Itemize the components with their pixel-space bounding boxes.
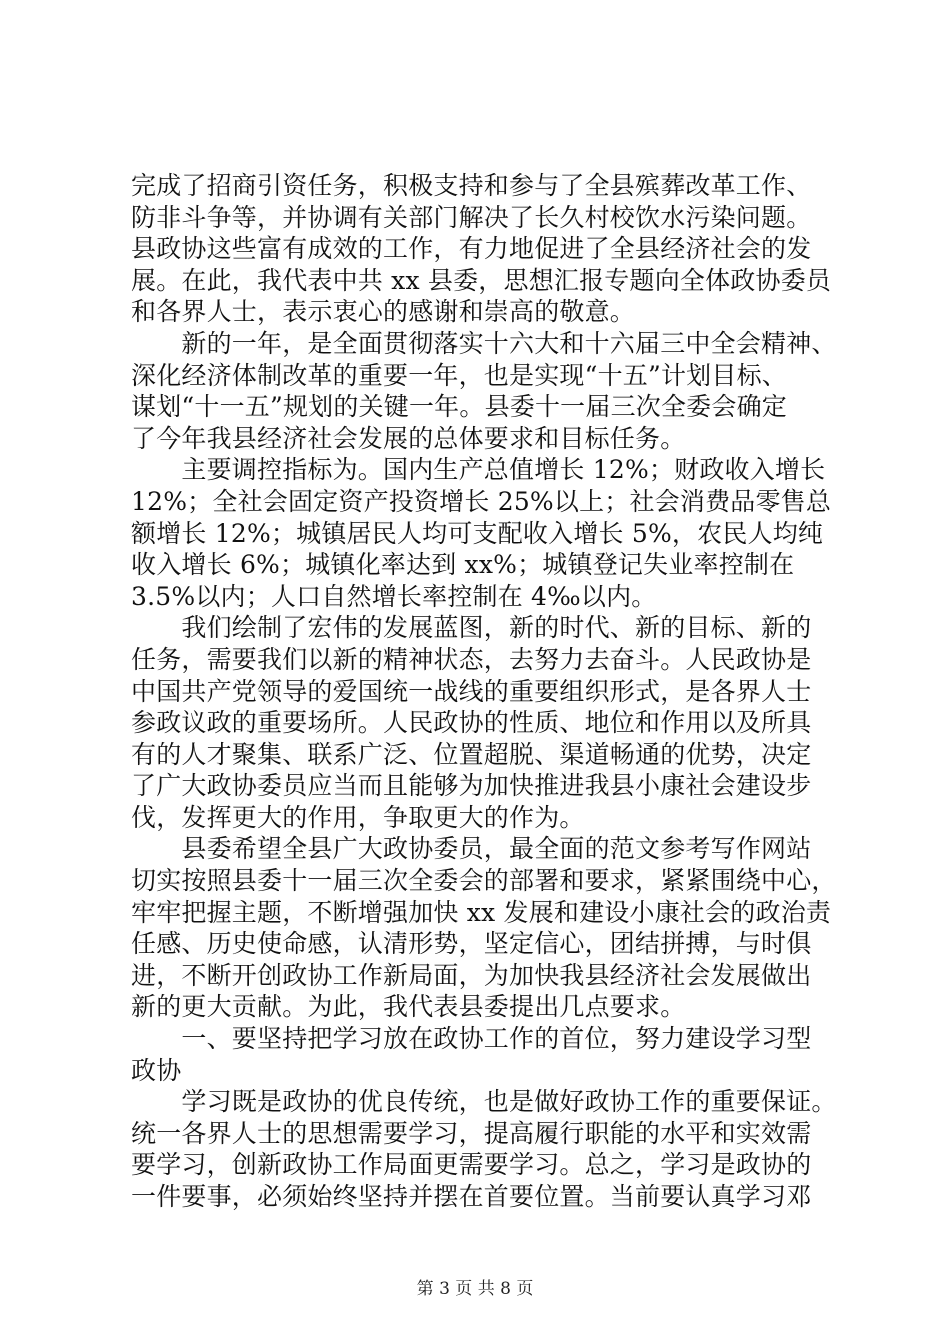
page-number-footer: 第 3 页 共 8 页 — [416, 1279, 534, 1299]
text-line: 额增长 12%；城镇居民人均可支配收入增长 5%，农民人均纯 — [131, 518, 824, 548]
text-line: 学习既是政协的优良传统，也是做好政协工作的重要保证。 — [131, 1087, 837, 1117]
text-line: 主要调控指标为。国内生产总值增长 12%；财政收入增长 — [131, 455, 826, 485]
text-line: 县委希望全县广大政协委员，最全面的范文参考写作网站 — [131, 834, 812, 864]
text-line: 12%；全社会固定资产投资增长 25%以上；社会消费品零售总 — [131, 486, 832, 516]
text-line: 伐，发挥更大的作用，争取更大的作为。 — [131, 802, 585, 832]
text-line: 中国共产党领导的爱国统一战线的重要组织形式，是各界人士 — [131, 676, 812, 706]
text-line: 了今年我县经济社会发展的总体要求和目标任务。 — [131, 423, 686, 453]
text-line: 防非斗争等，并协调有关部门解决了长久村校饮水污染问题。 — [131, 202, 812, 232]
text-line: 切实按照县委十一届三次全委会的部署和要求，紧紧围绕中心， — [131, 866, 837, 896]
text-line: 了广大政协委员应当而且能够为加快推进我县小康社会建设步 — [131, 771, 812, 801]
text-line: 牢牢把握主题，不断增强加快 xx 发展和建设小康社会的政治责 — [131, 897, 832, 927]
text-line: 深化经济体制改革的重要一年，也是实现“十五”计划目标、 — [131, 360, 787, 390]
text-line: 有的人才聚集、联系广泛、位置超脱、渠道畅通的优势，决定 — [131, 739, 812, 769]
text-line: 完成了招商引资任务，积极支持和参与了全县殡葬改革工作、 — [131, 171, 812, 200]
text-line: 谋划“十一五”规划的关键一年。县委十一届三次全委会确定 — [131, 392, 787, 422]
text-line: 统一各界人士的思想需要学习，提高履行职能的水平和实效需 — [131, 1118, 812, 1148]
text-line: 3.5%以内；人口自然增长率控制在 4‰以内。 — [131, 581, 657, 611]
section-heading-line: 一、要坚持把学习放在政协工作的首位，努力建设学习型 — [131, 1024, 812, 1054]
text-line: 新的一年，是全面贯彻落实十六大和十六届三中全会精神、 — [131, 328, 837, 358]
text-line: 和各界人士，表示衷心的感谢和崇高的敬意。 — [131, 297, 636, 327]
text-line: 要学习，创新政协工作局面更需要学习。总之，学习是政协的 — [131, 1150, 812, 1180]
text-line: 新的更大贡献。为此，我代表县委提出几点要求。 — [131, 992, 686, 1022]
body-text — [131, 170, 837, 1213]
text-line: 展。在此，我代表中共 xx 县委，思想汇报专题向全体政协委员 — [131, 265, 832, 295]
text-line: 进，不断开创政协工作新局面，为加快我县经济社会发展做出 — [131, 960, 812, 990]
section-heading-line: 政协 — [131, 1055, 182, 1085]
text-line: 任务，需要我们以新的精神状态，去努力去奋斗。人民政协是 — [131, 644, 812, 674]
text-line: 一件要事，必须始终坚持并摆在首要位置。当前要认真学习邓 — [131, 1182, 812, 1211]
text-line: 参政议政的重要场所。人民政协的性质、地位和作用以及所具 — [131, 708, 812, 738]
text-line: 收入增长 6%；城镇化率达到 xx%；城镇登记失业率控制在 — [131, 550, 795, 580]
text-line: 任感、历史使命感，认清形势，坚定信心，团结拼搏，与时俱 — [131, 929, 812, 959]
text-line: 我们绘制了宏伟的发展蓝图，新的时代、新的目标、新的 — [131, 613, 812, 643]
text-line: 县政协这些富有成效的工作，有力地促进了全县经济社会的发 — [131, 234, 812, 264]
